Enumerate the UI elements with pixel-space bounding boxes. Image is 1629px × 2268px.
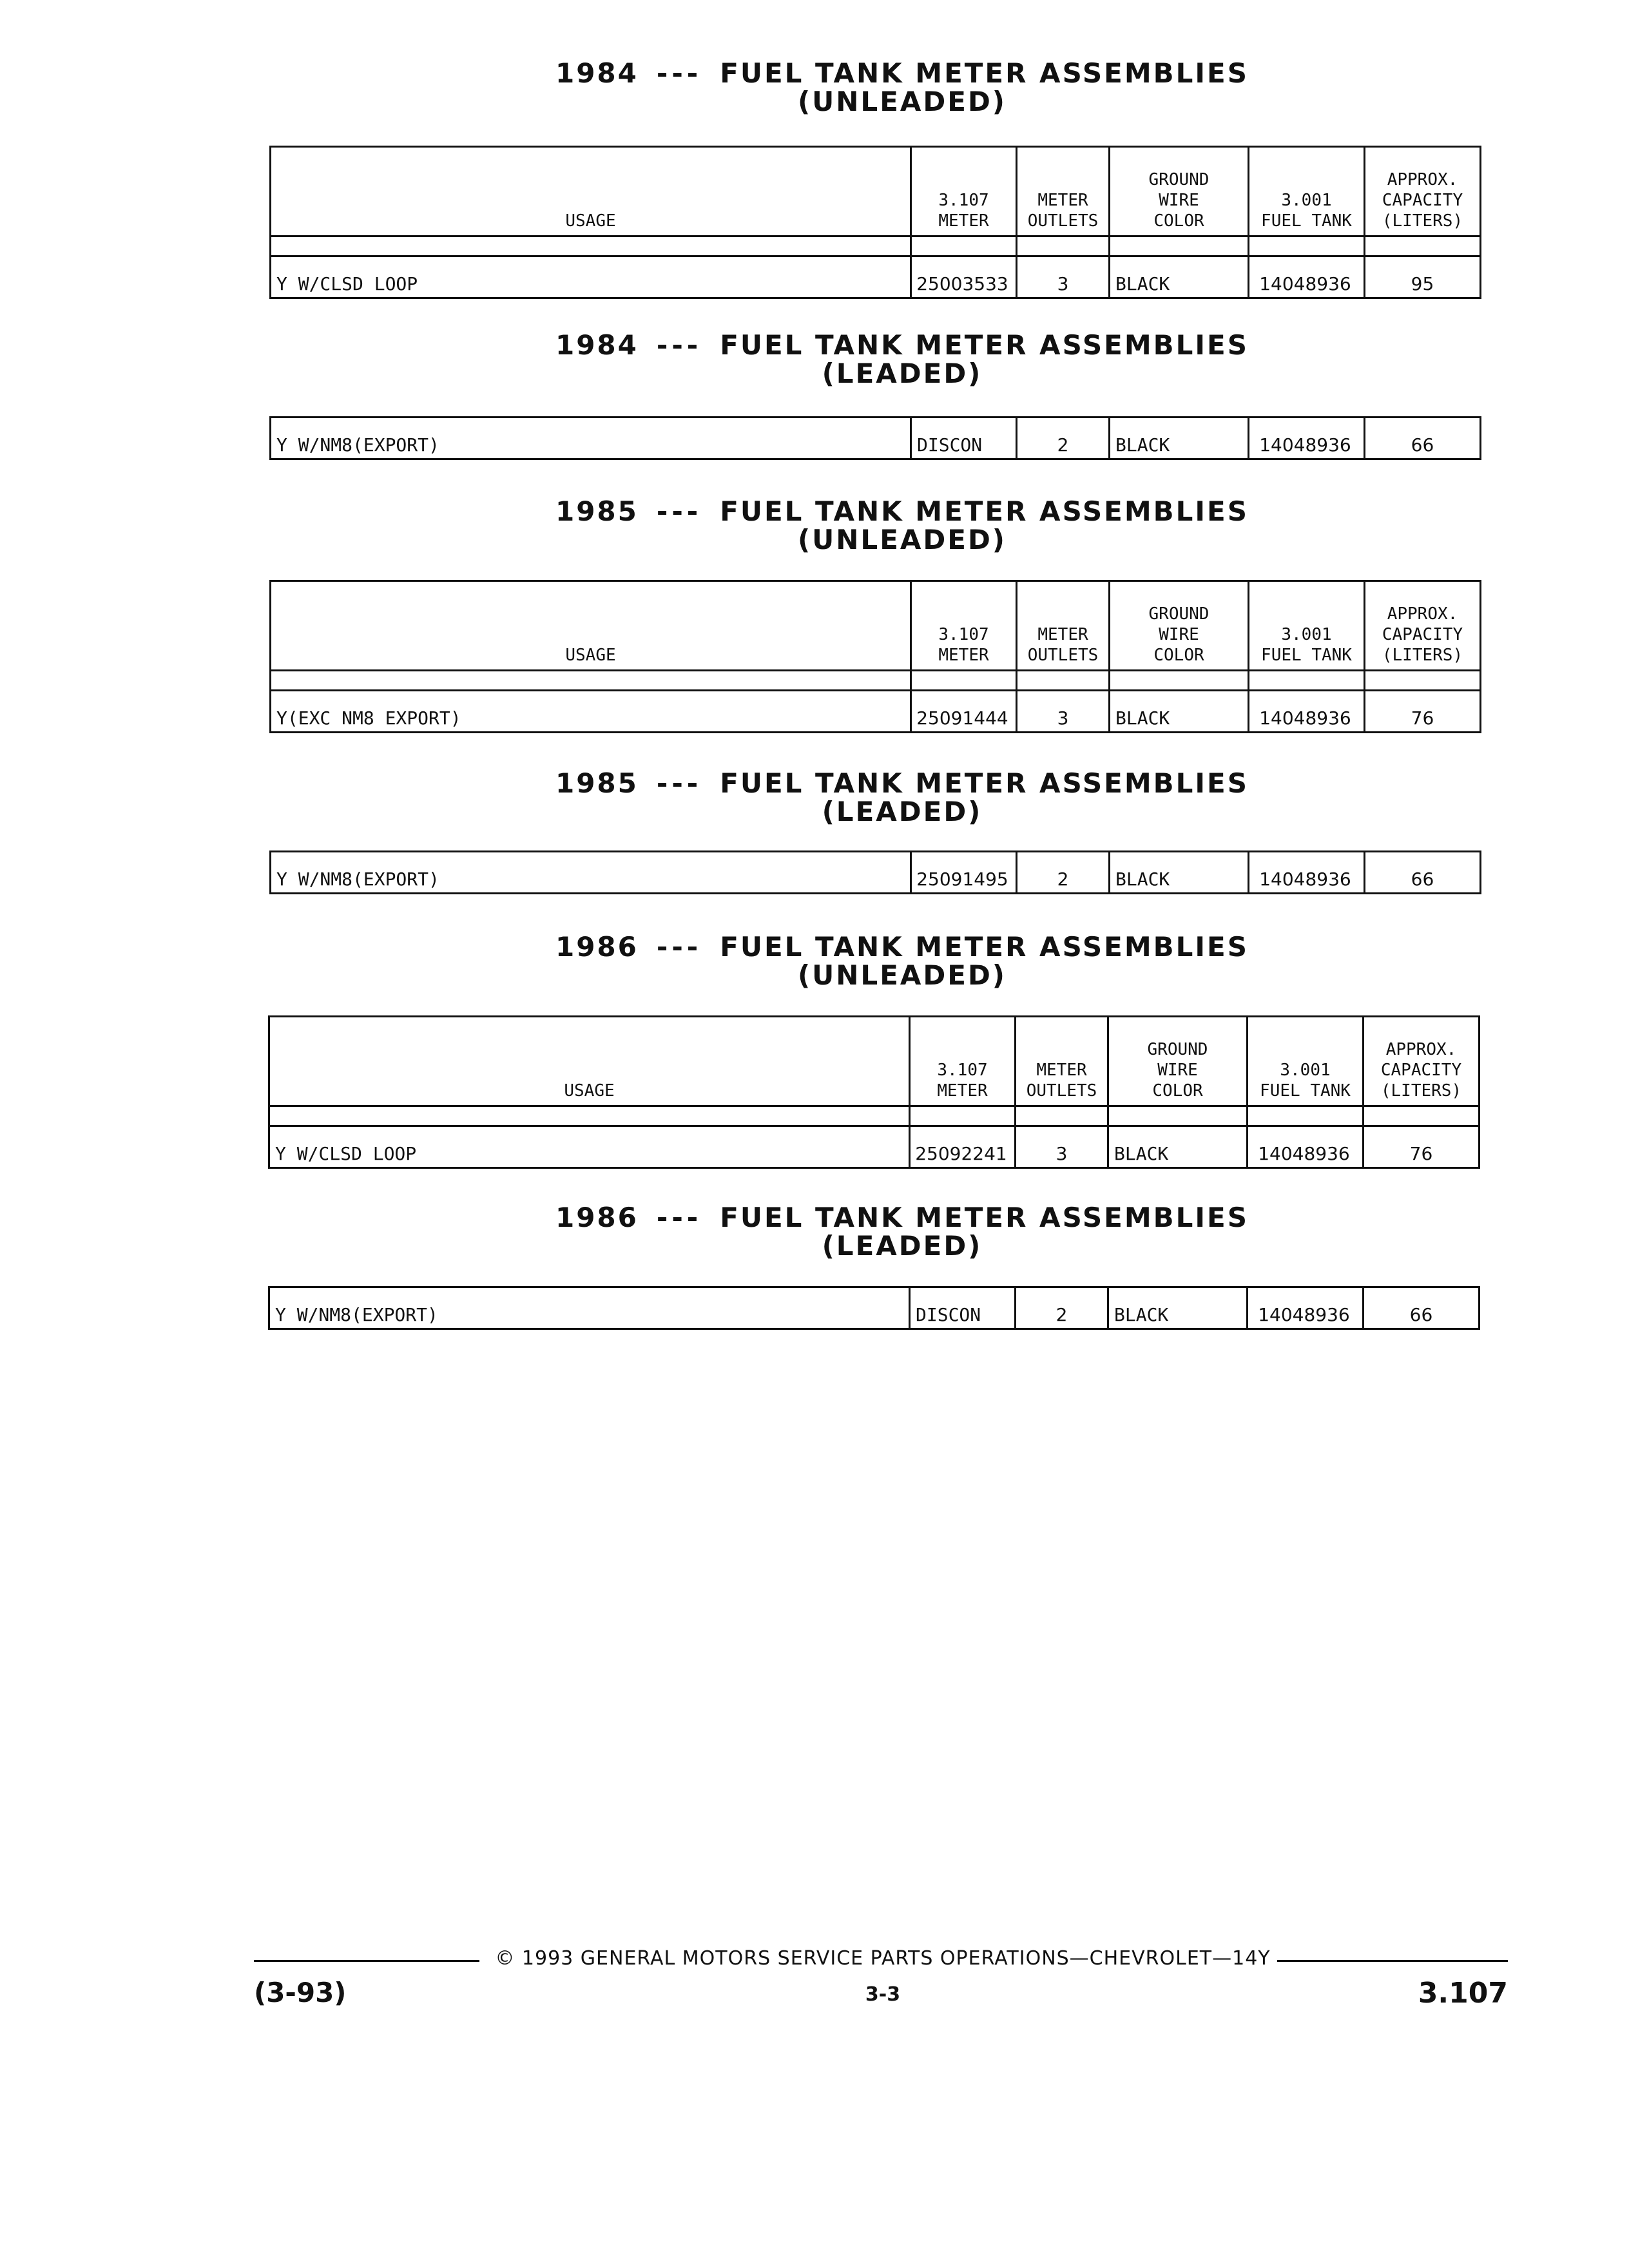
footer-rule-right (1277, 1960, 1508, 1962)
section-year: 1986 (555, 931, 639, 963)
outlets-cell: 3 (1017, 256, 1110, 298)
capacity-cell: 66 (1365, 418, 1481, 459)
section-title-1986-leaded (271, 1204, 1534, 1260)
footer-rule-left (254, 1960, 479, 1962)
wire-color-cell: BLACK (1110, 256, 1249, 298)
fuel-tank-cell: 14048936 (1248, 1126, 1364, 1168)
meter-table-1986-leaded (268, 1286, 1480, 1330)
header-usage: USAGE (271, 581, 911, 671)
meter-part-cell: 25091444 (911, 691, 1017, 733)
usage-cell: Y W/NM8(EXPORT) (269, 1287, 910, 1329)
usage-cell: Y W/NM8(EXPORT) (271, 852, 911, 894)
section-subtitle: (UNLEADED) (797, 959, 1007, 991)
fuel-tank-cell: 14048936 (1249, 256, 1365, 298)
section-heading: FUEL TANK METER ASSEMBLIES (720, 329, 1249, 361)
table-spacer-row (271, 236, 1481, 256)
section-year: 1984 (555, 57, 639, 89)
section-dashes: --- (656, 57, 702, 89)
footer-page-number: 3-3 (865, 1983, 901, 2006)
meter-table-1984-leaded (269, 416, 1481, 460)
capacity-cell: 66 (1364, 1287, 1480, 1329)
header-meter: 3.107 METER (910, 1017, 1016, 1106)
header-outlets: METER OUTLETS (1017, 147, 1110, 236)
header-fuel-tank: 3.001 FUEL TANK (1249, 581, 1365, 671)
footer-copyright: © 1993 GENERAL MOTORS SERVICE PARTS OPERATIONS—CHEVROLET—14Y (495, 1947, 1271, 1970)
outlets-cell: 3 (1016, 1126, 1108, 1168)
footer-section-number: 3.107 (1418, 1977, 1508, 2010)
usage-cell: Y W/CLSD LOOP (269, 1126, 910, 1168)
section-dashes: --- (656, 1202, 702, 1233)
header-outlets: METER OUTLETS (1016, 1017, 1108, 1106)
meter-part-cell: 25003533 (911, 256, 1017, 298)
capacity-cell: 95 (1365, 256, 1481, 298)
section-subtitle: (UNLEADED) (797, 524, 1007, 555)
header-meter: 3.107 METER (911, 147, 1017, 236)
table-row (271, 691, 1481, 733)
fuel-tank-cell: 14048936 (1249, 691, 1365, 733)
section-heading: FUEL TANK METER ASSEMBLIES (720, 495, 1249, 527)
outlets-cell: 3 (1017, 691, 1110, 733)
section-dashes: --- (656, 767, 702, 799)
wire-color-cell: BLACK (1110, 691, 1249, 733)
section-heading: FUEL TANK METER ASSEMBLIES (720, 57, 1249, 89)
meter-part-cell: DISCON (911, 418, 1017, 459)
section-subtitle: (LEADED) (822, 796, 983, 827)
section-dashes: --- (656, 931, 702, 963)
usage-cell: Y W/CLSD LOOP (271, 256, 911, 298)
usage-cell: Y(EXC NM8 EXPORT) (271, 691, 911, 733)
section-title-1984-leaded (271, 331, 1534, 388)
table-row (271, 418, 1481, 459)
usage-cell: Y W/NM8(EXPORT) (271, 418, 911, 459)
meter-table-1986-unleaded (268, 1015, 1480, 1169)
header-wire-color: GROUND WIRE COLOR (1110, 581, 1249, 671)
header-capacity: APPROX. CAPACITY (LITERS) (1365, 581, 1481, 671)
header-fuel-tank: 3.001 FUEL TANK (1249, 147, 1365, 236)
table-row (269, 1126, 1480, 1168)
table-spacer-row (271, 671, 1481, 691)
section-heading: FUEL TANK METER ASSEMBLIES (720, 931, 1249, 963)
section-year: 1985 (555, 767, 639, 799)
section-year: 1984 (555, 329, 639, 361)
capacity-cell: 66 (1365, 852, 1481, 894)
meter-part-cell: 25092241 (910, 1126, 1016, 1168)
section-subtitle: (UNLEADED) (797, 86, 1007, 117)
outlets-cell: 2 (1017, 418, 1110, 459)
section-year: 1985 (555, 495, 639, 527)
header-outlets: METER OUTLETS (1017, 581, 1110, 671)
wire-color-cell: BLACK (1110, 852, 1249, 894)
section-subtitle: (LEADED) (822, 358, 983, 389)
meter-part-cell: DISCON (910, 1287, 1016, 1329)
wire-color-cell: BLACK (1108, 1126, 1248, 1168)
section-title-1985-leaded (271, 769, 1534, 826)
header-capacity: APPROX. CAPACITY (LITERS) (1364, 1017, 1480, 1106)
header-capacity: APPROX. CAPACITY (LITERS) (1365, 147, 1481, 236)
header-meter: 3.107 METER (911, 581, 1017, 671)
header-fuel-tank: 3.001 FUEL TANK (1248, 1017, 1364, 1106)
section-title-1986-unleaded (271, 933, 1534, 990)
header-wire-color: GROUND WIRE COLOR (1110, 147, 1249, 236)
table-header-row (269, 1017, 1480, 1106)
section-heading: FUEL TANK METER ASSEMBLIES (720, 1202, 1249, 1233)
section-subtitle: (LEADED) (822, 1230, 983, 1262)
capacity-cell: 76 (1364, 1126, 1480, 1168)
table-row (271, 256, 1481, 298)
outlets-cell: 2 (1017, 852, 1110, 894)
section-dashes: --- (656, 329, 702, 361)
section-dashes: --- (656, 495, 702, 527)
capacity-cell: 76 (1365, 691, 1481, 733)
wire-color-cell: BLACK (1108, 1287, 1248, 1329)
table-row (269, 1287, 1480, 1329)
meter-part-cell: 25091495 (911, 852, 1017, 894)
table-spacer-row (269, 1106, 1480, 1126)
meter-table-1984-unleaded (269, 146, 1481, 299)
fuel-tank-cell: 14048936 (1248, 1287, 1364, 1329)
table-header-row (271, 581, 1481, 671)
table-row (271, 852, 1481, 894)
outlets-cell: 2 (1016, 1287, 1108, 1329)
table-header-row (271, 147, 1481, 236)
section-year: 1986 (555, 1202, 639, 1233)
header-usage: USAGE (269, 1017, 910, 1106)
fuel-tank-cell: 14048936 (1249, 852, 1365, 894)
header-wire-color: GROUND WIRE COLOR (1108, 1017, 1248, 1106)
section-heading: FUEL TANK METER ASSEMBLIES (720, 767, 1249, 799)
footer-date-code: (3-93) (254, 1977, 347, 2008)
section-title-1985-unleaded (271, 497, 1534, 554)
fuel-tank-cell: 14048936 (1249, 418, 1365, 459)
meter-table-1985-unleaded (269, 580, 1481, 733)
section-title-1984-unleaded (271, 59, 1534, 116)
meter-table-1985-leaded (269, 850, 1481, 894)
header-usage: USAGE (271, 147, 911, 236)
wire-color-cell: BLACK (1110, 418, 1249, 459)
